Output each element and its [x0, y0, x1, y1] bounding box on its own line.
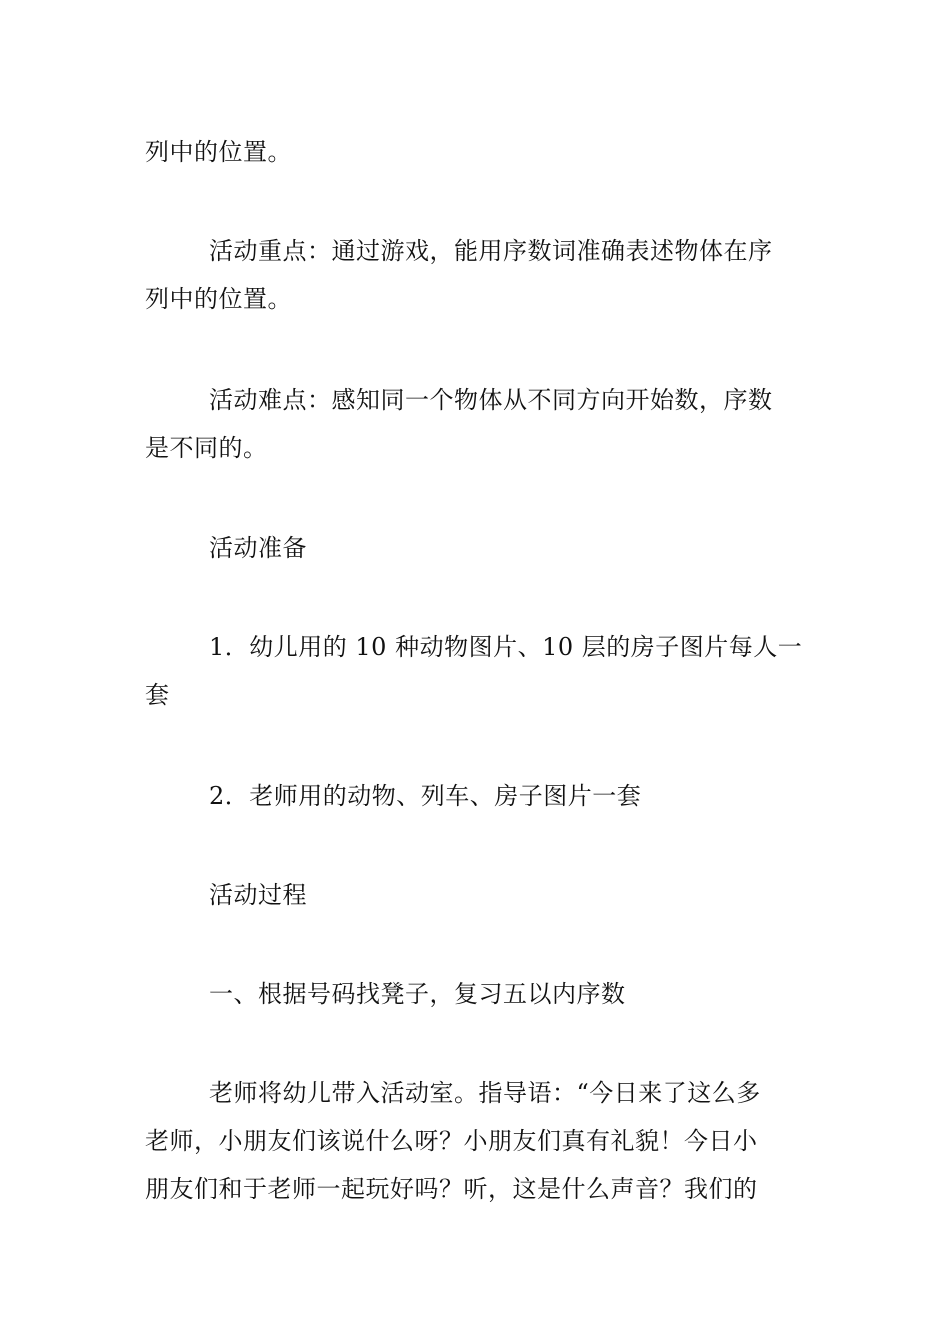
text-line: 活动重点：通过游戏，能用序数词准确表述物体在序	[209, 237, 773, 265]
text-line: 活动准备	[209, 534, 307, 562]
section-heading-step-1	[145, 970, 807, 1018]
heading-activity-process	[145, 871, 807, 919]
paragraph-teacher-guidance	[145, 1069, 807, 1213]
text-line: 活动难点：感知同一个物体从不同方向开始数，序数	[209, 386, 773, 414]
text-line: 1．幼儿用的 10 种动物图片、10 层的房子图片每人一	[209, 633, 803, 661]
text-line: 朋友们和于老师一起玩好吗？听，这是什么声音？我们的	[145, 1175, 758, 1203]
list-item-preparation-2	[145, 772, 807, 820]
paragraph-continuation	[145, 128, 807, 176]
text-line: 套	[145, 681, 170, 709]
text-line: 是不同的。	[145, 434, 268, 462]
text-line: 老师，小朋友们该说什么呀？小朋友们真有礼貌！今日小	[145, 1127, 758, 1155]
text-line: 列中的位置。	[145, 285, 292, 313]
text-line: 老师将幼儿带入活动室。指导语：“今日来了这么多	[209, 1079, 761, 1107]
text-line: 2．老师用的动物、列车、房子图片一套	[209, 782, 642, 810]
paragraph-activity-difficulty	[145, 376, 807, 472]
text-line: 一、根据号码找凳子，复习五以内序数	[209, 980, 626, 1008]
list-item-preparation-1	[145, 623, 807, 719]
text-line: 列中的位置。	[145, 138, 292, 166]
heading-activity-preparation	[145, 524, 807, 572]
paragraph-activity-focus	[145, 227, 807, 323]
text-line: 活动过程	[209, 881, 307, 909]
